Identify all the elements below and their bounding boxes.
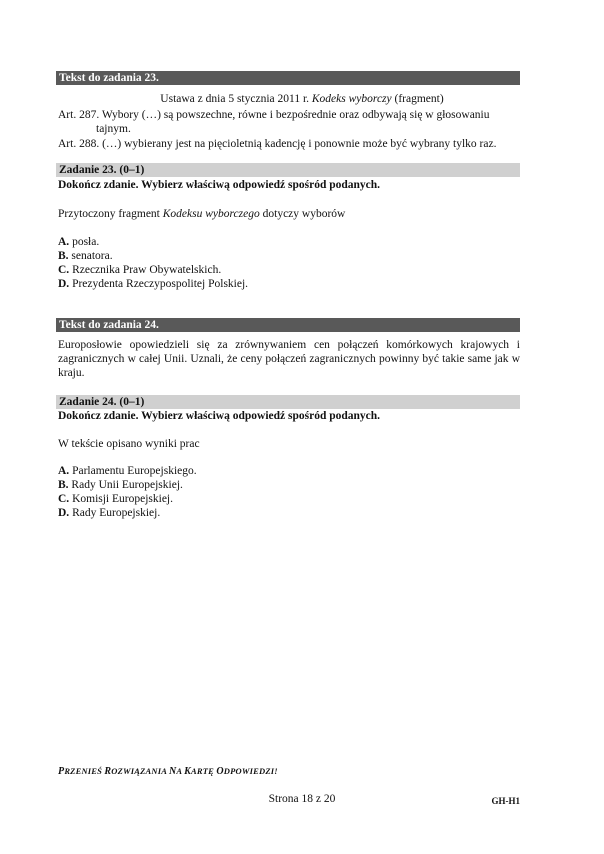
article-287 xyxy=(58,108,520,136)
option-letter: B. xyxy=(58,479,69,491)
note-cap: R xyxy=(104,766,112,777)
option-text: senatora. xyxy=(68,250,113,262)
option-letter: A. xyxy=(58,236,70,248)
task-24-prompt: W tekście opisano wyniki prac xyxy=(58,438,200,450)
source-title xyxy=(0,92,604,106)
task-23-prompt-suffix: dotyczy wyborów xyxy=(259,208,346,220)
article-287-line1: Art. 287. Wybory (…) są powszechne, równe i bezpośrednie oraz odbywają się w głosowaniu xyxy=(58,109,490,121)
note-rest: DPOWIEDZI! xyxy=(223,766,278,776)
task-24-header: Zadanie 24. (0–1) xyxy=(56,395,520,409)
task-23-prompt-prefix: Przytoczony fragment xyxy=(58,208,163,220)
task-23-option-b xyxy=(58,249,113,263)
text-23-header: Tekst do zadania 23. xyxy=(56,71,520,85)
option-text: Komisji Europejskiej. xyxy=(69,493,173,505)
note-rest: A xyxy=(176,766,185,776)
option-text: posła. xyxy=(69,236,100,248)
note-rest: ARTĘ xyxy=(191,766,217,776)
task-23-prompt-italic: Kodeksu wyborczego xyxy=(162,208,260,220)
article-287-line2: tajnym. xyxy=(96,123,131,135)
option-text: Rady Unii Europejskiej. xyxy=(68,479,183,491)
note-rest: OZWIĄZANIA xyxy=(111,766,169,776)
task-24-option-a xyxy=(58,464,197,478)
page-number: Strona 18 z 20 xyxy=(268,793,336,805)
article-288: Art. 288. (…) wybierany jest na pięcioletnią kadencję i ponownie może być wybrany tylko raz. xyxy=(58,138,497,150)
note-cap: K xyxy=(184,766,192,777)
task-23-instruction: Dokończ zdanie. Wybierz właściwą odpowiedź spośród podanych. xyxy=(58,179,381,191)
transfer-answers-note xyxy=(58,764,278,779)
task-23-option-a xyxy=(58,235,99,249)
option-text: Prezydenta Rzeczypospolitej Polskiej. xyxy=(69,278,249,290)
source-suffix: (fragment) xyxy=(391,93,444,105)
option-letter: D. xyxy=(58,278,70,290)
option-letter: C. xyxy=(58,264,70,276)
text-24-body: Europosłowie opowiedzieli się za zrównywaniem cen połączeń komórkowych krajowych i zagranicznych w całej Unii. Uznali, że ceny połączeń zagranicznych powinny być takie same jak w kraju. xyxy=(58,339,520,379)
task-24-instruction: Dokończ zdanie. Wybierz właściwą odpowiedź spośród podanych. xyxy=(58,410,381,422)
option-text: Rady Europejskiej. xyxy=(69,507,161,519)
option-letter: A. xyxy=(58,465,70,477)
task-24-option-d xyxy=(58,506,160,520)
exam-code: GH-H1 xyxy=(491,796,520,806)
option-letter: D. xyxy=(58,507,70,519)
note-cap: P xyxy=(58,766,65,777)
option-text: Parlamentu Europejskiego. xyxy=(69,465,197,477)
task-24-option-b xyxy=(58,478,183,492)
note-cap: O xyxy=(216,766,224,777)
option-letter: B. xyxy=(58,250,69,262)
task-24-option-c xyxy=(58,492,173,506)
source-prefix: Ustawa z dnia 5 stycznia 2011 r. xyxy=(160,93,312,105)
note-rest: RZENIEŚ xyxy=(64,766,105,776)
task-23-header: Zadanie 23. (0–1) xyxy=(56,163,520,177)
task-23-option-c xyxy=(58,263,221,277)
task-23-option-d xyxy=(58,277,248,291)
note-cap: N xyxy=(169,766,177,777)
text-24-header: Tekst do zadania 24. xyxy=(56,318,520,332)
option-text: Rzecznika Praw Obywatelskich. xyxy=(69,264,222,276)
option-letter: C. xyxy=(58,493,70,505)
task-23-prompt xyxy=(58,207,345,221)
source-italic: Kodeks wyborczy xyxy=(311,93,392,105)
